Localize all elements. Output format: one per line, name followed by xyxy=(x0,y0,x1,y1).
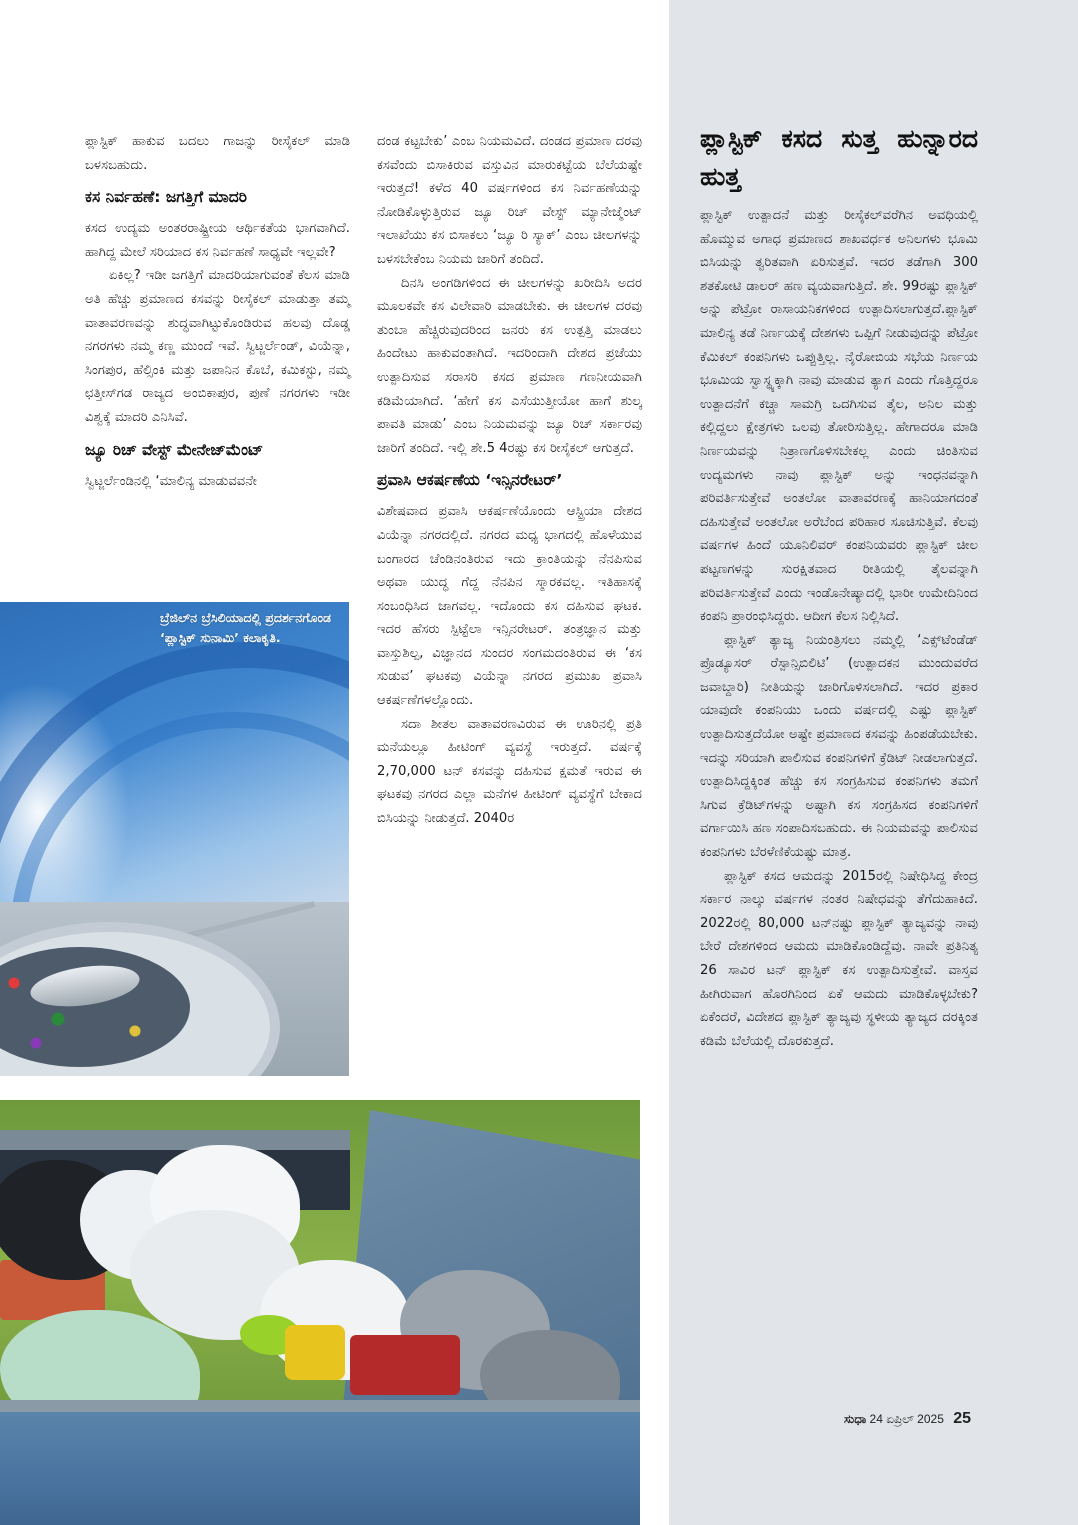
plastic-tsunami-photo xyxy=(0,602,349,1076)
section-heading: ಜ್ಯೂ ರಿಚ್ ವೇಸ್ಟ್ ಮೇನೇಜ್‌ಮೆಂಟ್ xyxy=(85,440,264,459)
paragraph: ಪ್ಲಾಸ್ಟಿಕ್ ತ್ಯಾಜ್ಯ ನಿಯಂತ್ರಿಸಲು ನಮ್ಮಲ್ಲಿ ‘ಎಕ್ಸ್‌ಟೆಂಡೆಡ್ ಪ್ರೊಡ್ಯೂಸರ್ ರೆಸ್ಪಾನ್ಸಿಬಿಲಿಟಿ’ (ಉತ್ಪಾದಕನ ಮುಂದುವರೆದ ಜವಾಬ್ದಾರಿ) ನೀತಿಯನ್ನು ಜಾರಿಗೊಳಿಸಲಾಗಿದೆ. ಇದರ ಪ್ರಕಾರ ಯಾವುದೇ ಕಂಪನಿಯು ಒಂದು ವರ್ಷದಲ್ಲಿ ಎಷ್ಟು ಪ್ಲಾಸ್ಟಿಕ್ ಉತ್ಪಾದಿಸುತ್ತದೆಯೋ ಅಷ್ಟೇ ಪ್ರಮಾಣದ ಕಸವನ್ನು ಹಿಂಪಡೆಯಬೇಕು. ಇದನ್ನು ಸರಿಯಾಗಿ ಪಾಲಿಸುವ ಕಂಪನಿಗಳಿಗೆ ಕ್ರೆಡಿಟ್ ನೀಡಲಾಗುತ್ತದೆ. ಉತ್ಪಾದಿಸಿದ್ದಕ್ಕಿಂತ ಹೆಚ್ಚು ಕಸ ಸಂಗ್ರಹಿಸುವ ಕಂಪನಿಗಳು ತಮಗೆ ಸಿಗುವ ಕ್ರೆಡಿಟ್‌ಗಳನ್ನು ಅಷ್ಟಾಗಿ ಕಸ ಸಂಗ್ರಹಿಸದ ಕಂಪನಿಗಳಿಗೆ ವರ್ಗಾಯಿಸಿ ಹಣ ಸಂಪಾದಿಸಬಹುದು. ಈ ನಿಯಮವನ್ನು ಪಾಲಿಸುವ ಕಂಪನಿಗಳು ಬೆರಳೆಣಿಕೆಯಷ್ಟು ಮಾತ್ರ. xyxy=(700,632,978,861)
paragraph: ವಿಶೇಷವಾದ ಪ್ರವಾಸಿ ಆಕರ್ಷಣೆಯೊಂದು ಆಸ್ಟ್ರಿಯಾ ದೇಶದ ವಿಯೆನ್ನಾ ನಗರದಲ್ಲಿದೆ. ನಗರದ ಮಧ್ಯ ಭಾಗದಲ್ಲಿ ಹೊಳೆಯುವ ಬಂಗಾರದ ಚೆಂಡಿನಂತಿರುವ ಇದು ಕ್ರಾಂತಿಯನ್ನು ನೆನಪಿಸುವ ಅಥವಾ ಯುದ್ಧ ಗೆದ್ದ ನೆನಪಿನ ಸ್ಮಾರಕವಲ್ಲ. ಇತಿಹಾಸಕ್ಕೆ ಸಂಬಂಧಿಸಿದ ಜಾಗವಲ್ಲ. ಇದೊಂದು ಕಸ ದಹಿಸುವ ಘಟಕ. ಇದರ ಹೆಸರು ಸ್ಪಿಟ್ಟೆಲಾ ಇನ್ಸಿನರೇಟರ್. ತಂತ್ರಜ್ಞಾನ ಮತ್ತು ವಾಸ್ತುಶಿಲ್ಪ, ವಿಜ್ಞಾನದ ಸುಂದರ ಸಂಗಮದಂತಿರುವ ಈ ‘ಕಸ ಸುಡುವ’ ಘಟಕವು ವಿಯೆನ್ನಾ ನಗರದ ಪ್ರಮುಖ ಪ್ರವಾಸಿ ಆಕರ್ಷಣೆಗಳಲ್ಲೊಂದು. xyxy=(377,504,642,709)
page-number: 25 xyxy=(953,1410,972,1427)
page-footer xyxy=(844,1410,971,1428)
photo-caption: ಬ್ರೆಜಿಲ್‌ನ ಬ್ರೆಸಿಲಿಯಾದಲ್ಲಿ ಪ್ರದರ್ಶನಗೊಂಡ ‘ಪ್ಲಾಸ್ಟಿಕ್ ಸುನಾಮಿ’ ಕಲಾಕೃತಿ. xyxy=(160,610,331,645)
dumpster-photo xyxy=(0,1100,640,1525)
article-column-2 xyxy=(377,130,642,831)
sidebar-title: ಪ್ಲಾಸ್ಟಿಕ್ ಕಸದ ಸುತ್ತ ಹುನ್ನಾರದ ಹುತ್ತ xyxy=(700,124,978,191)
issue-date: 24 ಏಪ್ರಿಲ್ 2025 xyxy=(869,1412,944,1426)
paragraph: ಕಸದ ಉದ್ಯಮ ಅಂತರರಾಷ್ಟ್ರೀಯ ಆರ್ಥಿಕತೆಯ ಭಾಗವಾಗಿದೆ. ಹಾಗಿದ್ದ ಮೇಲೆ ಸರಿಯಾದ ಕಸ ನಿರ್ವಹಣೆ ಸಾಧ್ಯವೇ ಇಲ್ಲವೇ? xyxy=(85,221,350,260)
section-heading: ಪ್ರವಾಸಿ ಆಕರ್ಷಣೆಯ ‘ಇನ್ಸಿನರೇಟರ್’ xyxy=(377,471,563,490)
paragraph: ದಿನಸಿ ಅಂಗಡಿಗಳಿಂದ ಈ ಚೀಲಗಳನ್ನು ಖರೀದಿಸಿ ಅದರ ಮೂಲಕವೇ ಕಸ ವಿಲೇವಾರಿ ಮಾಡಬೇಕು. ಈ ಚೀಲಗಳ ದರವು ತುಂಬಾ ಹೆಚ್ಚಿರುವುದರಿಂದ ಜನರು ಕಸ ಉತ್ಪತ್ತಿ ಮಾಡಲು ಹಿಂದೇಟು ಹಾಕುವಂತಾಗಿದೆ. ಇದರಿಂದಾಗಿ ದೇಶದ ಪ್ರಜೆಯು ಉತ್ಪಾದಿಸುವ ಸರಾಸರಿ ಕಸದ ಪ್ರಮಾಣ ಗಣನೀಯವಾಗಿ ಕಡಿಮೆಯಾಗಿದೆ. ‘ಹೇಗೆ ಕಸ ಎಸೆಯುತ್ತೀಯೋ ಹಾಗೆ ಶುಲ್ಕ ಪಾವತಿ ಮಾಡು’ ಎಂಬ ನಿಯಮವನ್ನು ಜ್ಯೂ ರಿಚ್ ಸರ್ಕಾರವು ಜಾರಿಗೆ ತಂದಿದೆ. ಇಲ್ಲಿ ಶೇ.5 4ರಷ್ಟು ಕಸ ರೀಸೈಕಲ್ ಆಗುತ್ತದೆ. xyxy=(377,275,642,456)
sidebar-article xyxy=(700,120,978,1053)
article-column-1 xyxy=(85,130,350,493)
paragraph: ಸ್ವಿಟ್ಜರ್ಲೆಂಡಿನಲ್ಲಿ ‘ಮಾಲಿನ್ಯ ಮಾಡುವವನೇ xyxy=(85,473,257,489)
paragraph: ಪ್ಲಾಸ್ಟಿಕ್ ಹಾಕುವ ಬದಲು ಗಾಜನ್ನು ರೀಸೈಕಲ್ ಮಾಡಿ ಬಳಸಬಹುದು. xyxy=(85,134,350,173)
magazine-name: ಸುಧಾ xyxy=(844,1412,867,1426)
paragraph: ಪ್ಲಾಸ್ಟಿಕ್ ಕಸದ ಆಮದನ್ನು 2015ರಲ್ಲಿ ನಿಷೇಧಿಸಿದ್ದ ಕೇಂದ್ರ ಸರ್ಕಾರ ನಾಲ್ಕು ವರ್ಷಗಳ ನಂತರ ನಿಷೇಧವನ್ನು ತೆಗೆದುಹಾಕಿದೆ. 2022ರಲ್ಲಿ 80,000 ಟನ್‌ನಷ್ಟು ಪ್ಲಾಸ್ಟಿಕ್ ತ್ಯಾಜ್ಯವನ್ನು ನಾವು ಬೇರೆ ದೇಶಗಳಿಂದ ಆಮದು ಮಾಡಿಕೊಂಡಿದ್ದೆವು. ನಾವೇ ಪ್ರತಿನಿತ್ಯ 26 ಸಾವಿರ ಟನ್ ಪ್ಲಾಸ್ಟಿಕ್ ಕಸ ಉತ್ಪಾದಿಸುತ್ತೇವೆ. ವಾಸ್ತವ ಹೀಗಿರುವಾಗ ಹೊರಗಿನಿಂದ ಏಕೆ ಆಮದು ಮಾಡಿಕೊಳ್ಳಬೇಕು? ಏಕೆಂದರೆ, ವಿದೇಶದ ಪ್ಲಾಸ್ಟಿಕ್ ತ್ಯಾಜ್ಯವು ಸ್ಥಳೀಯ ತ್ಯಾಜ್ಯದ ದರಕ್ಕಿಂತ ಕಡಿಮೆ ಬೆಲೆಯಲ್ಲಿ ದೊರಕುತ್ತದೆ. xyxy=(700,868,978,1049)
section-heading: ಕಸ ನಿರ್ವಹಣೆ: ಜಗತ್ತಿಗೆ ಮಾದರಿ xyxy=(85,188,247,207)
paragraph: ದಂಡ ಕಟ್ಟಬೇಕು’ ಎಂಬ ನಿಯಮವಿದೆ. ದಂಡದ ಪ್ರಮಾಣ ದರವು ಕಸವೆಂದು ಬಿಸಾಕಿರುವ ವಸ್ತುವಿನ ಮಾರುಕಟ್ಟೆಯ ಬೆಲೆಯಷ್ಟೇ ಇರುತ್ತದೆ! ಕಳೆದ 40 ವರ್ಷಗಳಿಂದ ಕಸ ನಿರ್ವಹಣೆಯನ್ನು ನೋಡಿಕೊಳ್ಳುತ್ತಿರುವ ಜ್ಯೂ ರಿಚ್ ವೇಸ್ಟ್ ಮ್ಯಾನೇಜ್ಮೆಂಟ್ ಇಲಾಖೆಯು ಕಸ ಬಿಸಾಕಲು ‘ಜ್ಯೂ ರಿ ಸ್ಯಾಕ್’ ಎಂಬ ಚೀಲಗಳನ್ನು ಬಳಸಬೇಕೆಂಬ ನಿಯಮ ಜಾರಿಗೆ ತಂದಿದೆ. xyxy=(377,134,642,267)
paragraph: ಪ್ಲಾಸ್ಟಿಕ್ ಉತ್ಪಾದನೆ ಮತ್ತು ರೀಸೈಕಲ್‌ವರೆಗಿನ ಅವಧಿಯಲ್ಲಿ ಹೊಮ್ಮುವ ಅಗಾಧ ಪ್ರಮಾಣದ ಶಾಖವರ್ಧಕ ಅನಿಲಗಳು ಭೂಮಿ ಬಿಸಿಯನ್ನು ತ್ವರಿತವಾಗಿ ಏರಿಸುತ್ತವೆ. ಇದರ ತಡೆಗಾಗಿ 300 ಶತಕೋಟಿ ಡಾಲರ್ ಹಣ ವ್ಯಯವಾಗುತ್ತಿದೆ. ಶೇ. 99ರಷ್ಟು ಪ್ಲಾಸ್ಟಿಕ್ ಅನ್ನು ಪೆಟ್ರೋ ರಾಸಾಯನಿಕಗಳಿಂದ ಉತ್ಪಾದಿಸಲಾಗುತ್ತದೆ.ಪ್ಲಾಸ್ಟಿಕ್ ಮಾಲಿನ್ಯ ತಡೆ ನಿರ್ಣಯಕ್ಕೆ ದೇಶಗಳು ಒಪ್ಪಿಗೆ ನೀಡುವುದನ್ನು ಪೆಟ್ರೋ ಕೆಮಿಕಲ್ ಕಂಪನಿಗಳು ಒಪ್ಪುತ್ತಿಲ್ಲ. ನೈರೋಬಿಯ ಸಭೆಯ ನಿರ್ಣಯ ಭೂಮಿಯ ಸ್ವಾಸ್ಥ್ಯಕ್ಕಾಗಿ ನಾವು ಮಾಡುವ ತ್ಯಾಗ ಎಂದು ಗೊತ್ತಿದ್ದರೂ ಉತ್ಪಾದನೆಗೆ ಕಚ್ಚಾ ಸಾಮಗ್ರಿ ಒದಗಿಸುವ ತೈಲ, ಅನಿಲ ಮತ್ತು ಕಲ್ಲಿದ್ದಲು ಕ್ಷೇತ್ರಗಳು ಒಲವು ತೋರಿಸುತ್ತಿಲ್ಲ. ಹೇಗಾದರೂ ಮಾಡಿ ನಿರ್ಣಯವನ್ನು ನಿತ್ರಾಣಗೊಳಿಸಬೇಕಲ್ಲ ಎಂದು ಚಿಂತಿಸುವ ಉದ್ಯಮಗಳು ನಾವು ಪ್ಲಾಸ್ಟಿಕ್ ಅನ್ನು ಇಂಧನವನ್ನಾಗಿ ಪರಿವರ್ತಿಸುತ್ತೇವೆ ಅಂತಲೋ ವಾತಾವರಣಕ್ಕೆ ಹಾನಿಯಾಗದಂತೆ ದಹಿಸುತ್ತೇವೆ ಅಂತಲೋ ಅರೆಬೆಂದ ಪರಿಹಾರ ಸೂಚಿಸುತ್ತಿವೆ. ಕೆಲವು ವರ್ಷಗಳ ಹಿಂದೆ ಯೂನಿಲಿವರ್ ಕಂಪನಿಯವರು ಪ್ಲಾಸ್ಟಿಕ್ ಚೀಲ ಪಟ್ಟಣಗಳನ್ನು ಸುರಕ್ಷಿತವಾದ ರೀತಿಯಲ್ಲಿ ತೈಲವನ್ನಾಗಿ ಪರಿವರ್ತಿಸುತ್ತೇವೆ ಎಂದು ಇಂಡೊನೇಷ್ಯಾದಲ್ಲಿ ಭಾರೀ ಉಮೇದಿನಿಂದ ಕಂಪನಿ ಪ್ರಾರಂಭಿಸಿದ್ದರು. ಆದೀಗ ಕೆಲಸ ನಿಲ್ಲಿಸಿದೆ. xyxy=(700,208,978,625)
paragraph: ಸದಾ ಶೀತಲ ವಾತಾವರಣವಿರುವ ಈ ಊರಿನಲ್ಲಿ ಪ್ರತಿ ಮನೆಯಲ್ಲೂ ಹೀಟಿಂಗ್ ವ್ಯವಸ್ಥೆ ಇರುತ್ತದೆ. ವರ್ಷಕ್ಕೆ 2,70,000 ಟನ್ ಕಸವನ್ನು ದಹಿಸುವ ಕ್ಷಮತೆ ಇರುವ ಈ ಘಟಕವು ನಗರದ ಎಲ್ಲಾ ಮನೆಗಳ ಹೀಟಿಂಗ್ ವ್ಯವಸ್ಥೆಗೆ ಬೇಕಾದ ಬಿಸಿಯನ್ನು ನೀಡುತ್ತದೆ. 2040ರ xyxy=(377,716,642,827)
paragraph: ಏಕಿಲ್ಲ? ಇಡೀ ಜಗತ್ತಿಗೆ ಮಾದರಿಯಾಗುವಂತೆ ಕೆಲಸ ಮಾಡಿ ಅತಿ ಹೆಚ್ಚು ಪ್ರಮಾಣದ ಕಸವನ್ನು ರೀಸೈಕಲ್ ಮಾಡುತ್ತಾ ತಮ್ಮ ವಾತಾವರಣವನ್ನು ಶುದ್ಧವಾಗಿಟ್ಟುಕೊಂಡಿರುವ ಹಲವು ದೊಡ್ಡ ನಗರಗಳು ನಮ್ಮ ಕಣ್ಣ ಮುಂದೆ ಇವೆ. ಸ್ವಿಟ್ಜರ್ಲೆಂಡ್, ವಿಯೆನ್ನಾ, ಸಿಂಗಪುರ, ಹೆಲ್ಸಿಂಕಿ ಮತ್ತು ಜಪಾನಿನ ಕೊಬೆ, ಕಮಿಕಸ್ಟು, ನಮ್ಮ ಛತ್ತೀಸ್‌ಗಡ ರಾಜ್ಯದ ಅಂಬಿಕಾಪುರ, ಪುಣೆ ನಗರಗಳು ಇಡೀ ವಿಶ್ವಕ್ಕೆ ಮಾದರಿ ಎನಿಸಿವೆ. xyxy=(85,268,350,425)
